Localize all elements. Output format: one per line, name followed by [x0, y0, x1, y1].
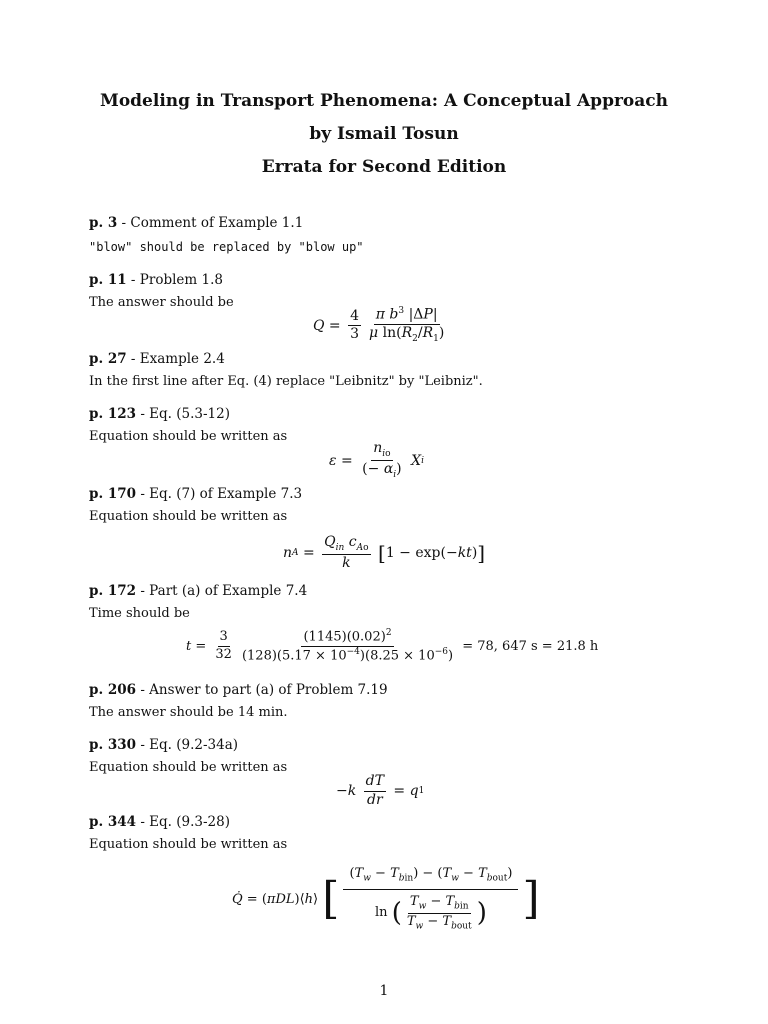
entry-page: p. 27 [89, 351, 127, 367]
entry-text: Equation should be written as [89, 509, 288, 524]
entry-page: p. 344 [89, 814, 137, 830]
entry-text: In the first line after Eq. (4) replace "Leibnitz" by "Leibniz". [89, 374, 483, 389]
entry-reference: - Eq. (9.2-34a) [136, 737, 239, 753]
equation-heat-rate: Q̇ = ( πDL )⟨ h ⟩ [ $(T_w - T_{bin}) - (T_w - T_{bout})$ ln ( $\frac{T_w - T_{bin}}{T_w - T_{bout}}$ ) ] [232, 866, 540, 932]
entry-page: p. 170 [89, 486, 137, 502]
entry-text: Time should be [89, 606, 190, 621]
equation-epsilon: ε = $\frac{n_{io}}{(- \alpha_i)}$ X i [329, 440, 424, 480]
entry-heading [89, 737, 238, 753]
entry-heading [89, 351, 225, 367]
entry-text: The answer should be 14 min. [89, 705, 288, 720]
entry-heading [89, 814, 230, 830]
document-subtitle: Errata for Second Edition [261, 157, 507, 177]
entry-text: Equation should be written as [89, 837, 288, 852]
time-result: = 78, 647 s = 21.8 h [462, 638, 599, 654]
entry-reference: - Eq. (5.3-12) [136, 406, 230, 422]
entry-reference: - Example 2.4 [126, 351, 225, 367]
entry-reference: - Eq. (9.3-28) [136, 814, 230, 830]
document-author: by Ismail Tosun [309, 124, 459, 144]
entry-heading [89, 272, 223, 288]
entry-heading [89, 682, 388, 698]
entry-reference: - Comment of Example 1.1 [117, 215, 304, 231]
entry-reference: - Answer to part (a) of Problem 7.19 [136, 682, 388, 698]
entry-text: The answer should be [89, 295, 234, 310]
entry-page: p. 330 [89, 737, 137, 753]
entry-page: p. 123 [89, 406, 137, 422]
entry-text: Equation should be written as [89, 429, 288, 444]
equation-n-a: n A = $\frac{Q_{in} c_{Ao}}{k}$ [ 1 − exp(− kt ) ] [283, 534, 486, 572]
equation-heat-flux: − k $\frac{dT}{dr}$ = q 1 [336, 773, 425, 808]
entry-heading [89, 406, 230, 422]
entry-page: p. 172 [89, 583, 137, 599]
equation-q-answer: Q = $\frac{4}{3}$ $\frac{\pi b^3 |\Delta P|}{\mu \ln(R_2/R_1)}$ [313, 306, 445, 344]
entry-heading [89, 215, 303, 231]
document-title: Modeling in Transport Phenomena: A Conceptual Approach [100, 91, 668, 111]
entry-heading [89, 583, 307, 599]
entry-page: p. 3 [89, 215, 118, 231]
entry-text: "blow" should be replaced by "blow up" [89, 240, 364, 254]
entry-text: Equation should be written as [89, 760, 288, 775]
entry-page: p. 206 [89, 682, 137, 698]
page-number: 1 [379, 983, 389, 999]
entry-page: p. 11 [89, 272, 127, 288]
entry-reference: - Problem 1.8 [126, 272, 223, 288]
entry-heading [89, 486, 302, 502]
entry-reference: - Eq. (7) of Example 7.3 [136, 486, 303, 502]
equation-time: t = $\frac{3}{32}$ $\frac{(1145)(0.02)^2}{(128)(5.17 \times 10^{-4})(8.25 \times 10^{-6})}$ = 78, 647 s = 21.8 h [186, 628, 599, 663]
entry-reference: - Part (a) of Example 7.4 [136, 583, 308, 599]
